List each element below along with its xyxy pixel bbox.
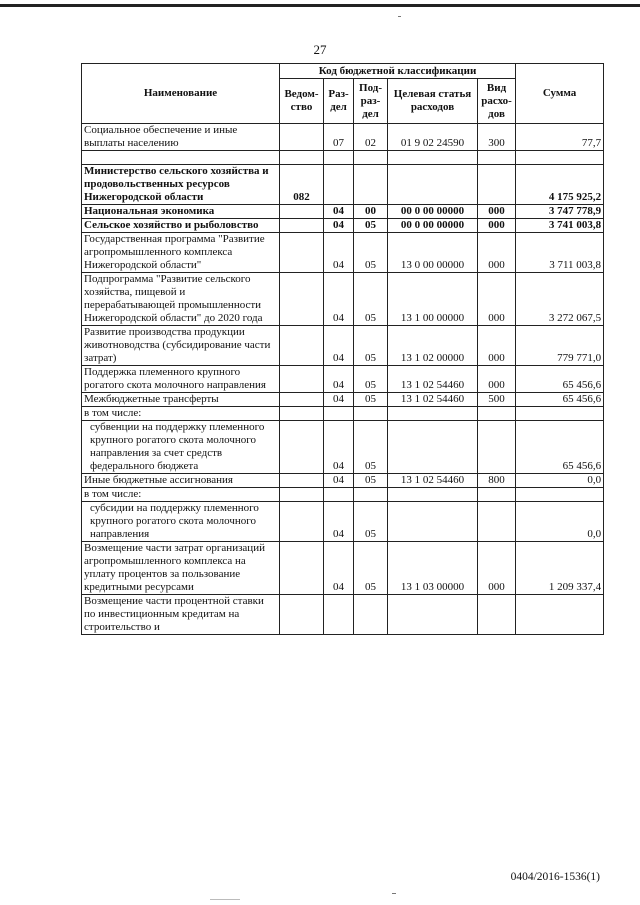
row-subsection [354,151,388,165]
row-name: Возмещение части затрат организаций агропромышленного комплекса на уплату процентов за пользование кредитными ресурсами [82,542,280,595]
budget-table [81,63,604,635]
row-subsection: 05 [354,474,388,488]
row-target-item [388,502,478,542]
row-department [280,407,324,421]
row-target-item: 00 0 00 00000 [388,205,478,219]
row-sum [516,407,604,421]
row-section: 04 [324,502,354,542]
row-name: Государственная программа "Развитие агропромышленного комплекса Нижегородской области" [82,233,280,273]
row-expense-type: 500 [478,393,516,407]
row-section: 04 [324,366,354,393]
row-subsection: 05 [354,502,388,542]
row-target-item: 13 1 02 54460 [388,366,478,393]
row-name: субвенции на поддержку племенного крупного рогатого скота молочного направления за счет средств федерального бюджета [82,421,280,474]
row-name: Поддержка племенного крупного рогатого скота молочного направления [82,366,280,393]
row-target-item: 13 1 00 00000 [388,273,478,326]
row-department [280,219,324,233]
table-row [82,474,604,488]
row-subsection: 05 [354,233,388,273]
row-name: Национальная экономика [82,205,280,219]
row-name: Межбюджетные трансферты [82,393,280,407]
row-target-item: 13 1 03 00000 [388,542,478,595]
row-target-item [388,151,478,165]
page-number: 27 [313,42,327,57]
row-expense-type: 800 [478,474,516,488]
row-subsection: 05 [354,366,388,393]
row-name: Социальное обеспечение и иные выплаты населению [82,124,280,151]
row-sum [516,151,604,165]
row-name: в том числе: [82,488,280,502]
row-target-item: 00 0 00 00000 [388,219,478,233]
row-sum: 0,0 [516,474,604,488]
scan-speck [392,893,396,894]
row-sum: 1 209 337,4 [516,542,604,595]
row-expense-type [478,421,516,474]
row-subsection: 05 [354,219,388,233]
header-section: Раз-дел [324,79,354,124]
row-subsection: 00 [354,205,388,219]
table-row [82,326,604,366]
header-classification-code: Код бюджетной классификации [280,64,516,79]
row-sum: 779 771,0 [516,326,604,366]
row-target-item: 13 1 02 54460 [388,474,478,488]
row-name: Подпрограмма "Развитие сельского хозяйства, пищевой и перерабатывающей промышленности Нижегородской области" до 2020 года [82,273,280,326]
row-name: Развитие производства продукции животноводства (субсидирование части затрат) [82,326,280,366]
row-section: 04 [324,393,354,407]
table-row [82,488,604,502]
row-department [280,366,324,393]
row-section: 04 [324,474,354,488]
row-expense-type: 000 [478,326,516,366]
scan-speck [210,899,240,900]
header-department: Ведом-ство [280,79,324,124]
row-name: Возмещение части процентной ставки по инвестиционным кредитам на строительство и [82,595,280,635]
table-row [82,421,604,474]
table-row [82,233,604,273]
row-expense-type: 000 [478,233,516,273]
table-row [82,595,604,635]
header-subsection: Под-раз-дел [354,79,388,124]
row-department [280,542,324,595]
table-row [82,502,604,542]
row-section [324,407,354,421]
row-department [280,124,324,151]
table-row [82,393,604,407]
row-department [280,205,324,219]
row-subsection [354,595,388,635]
row-section: 04 [324,542,354,595]
row-department [280,488,324,502]
row-target-item [388,407,478,421]
row-subsection [354,407,388,421]
row-target-item: 13 0 00 00000 [388,233,478,273]
row-department [280,421,324,474]
row-section [324,488,354,502]
table-row [82,542,604,595]
table-row [82,124,604,151]
row-sum: 65 456,6 [516,393,604,407]
row-section: 07 [324,124,354,151]
row-subsection [354,488,388,502]
header-expense-type: Вид расхо-дов [478,79,516,124]
row-section [324,151,354,165]
row-department [280,151,324,165]
row-department [280,474,324,488]
row-target-item [388,595,478,635]
row-expense-type: 000 [478,366,516,393]
row-department [280,326,324,366]
header-sum: Сумма [516,64,604,124]
row-name: Министерство сельского хозяйства и продовольственных ресурсов Нижегородской области [82,165,280,205]
row-name: Иные бюджетные ассигнования [82,474,280,488]
row-section: 04 [324,421,354,474]
row-section: 04 [324,219,354,233]
row-sum: 77,7 [516,124,604,151]
row-section: 04 [324,205,354,219]
row-expense-type [478,407,516,421]
row-subsection: 05 [354,393,388,407]
header-target-item: Целевая статья расходов [388,79,478,124]
row-expense-type [478,488,516,502]
row-name: субсидии на поддержку племенного крупного рогатого скота молочного направления [82,502,280,542]
row-expense-type [478,502,516,542]
row-subsection: 02 [354,124,388,151]
row-section: 04 [324,233,354,273]
row-expense-type: 000 [478,205,516,219]
row-name: в том числе: [82,407,280,421]
row-department: 082 [280,165,324,205]
header-name: Наименование [82,64,280,124]
table-row [82,151,604,165]
row-name: Сельское хозяйство и рыболовство [82,219,280,233]
row-target-item: 01 9 02 24590 [388,124,478,151]
table-row [82,219,604,233]
row-section: 04 [324,273,354,326]
row-section [324,595,354,635]
row-target-item: 13 1 02 00000 [388,326,478,366]
row-sum: 65 456,6 [516,366,604,393]
row-target-item: 13 1 02 54460 [388,393,478,407]
row-sum: 3 747 778,9 [516,205,604,219]
row-department [280,595,324,635]
top-border-line [0,4,640,7]
row-expense-type [478,151,516,165]
row-department [280,273,324,326]
row-expense-type: 300 [478,124,516,151]
row-sum [516,595,604,635]
row-department [280,233,324,273]
row-sum: 65 456,6 [516,421,604,474]
table-row [82,165,604,205]
table-row [82,205,604,219]
row-expense-type: 000 [478,273,516,326]
row-sum: 4 175 925,2 [516,165,604,205]
row-subsection: 05 [354,542,388,595]
row-subsection [354,165,388,205]
row-department [280,393,324,407]
row-sum: 3 711 003,8 [516,233,604,273]
row-sum: 0,0 [516,502,604,542]
row-target-item [388,421,478,474]
scan-speck [398,16,401,17]
table-row [82,366,604,393]
row-subsection: 05 [354,273,388,326]
row-expense-type: 000 [478,219,516,233]
row-subsection: 05 [354,326,388,366]
document-number: 0404/2016-1536(1) [510,871,600,883]
row-expense-type [478,595,516,635]
table-row [82,273,604,326]
row-target-item [388,165,478,205]
row-sum [516,488,604,502]
row-expense-type: 000 [478,542,516,595]
row-section [324,165,354,205]
row-expense-type [478,165,516,205]
row-sum: 3 272 067,5 [516,273,604,326]
row-target-item [388,488,478,502]
row-name [82,151,280,165]
row-sum: 3 741 003,8 [516,219,604,233]
row-subsection: 05 [354,421,388,474]
row-department [280,502,324,542]
table-row [82,407,604,421]
row-section: 04 [324,326,354,366]
